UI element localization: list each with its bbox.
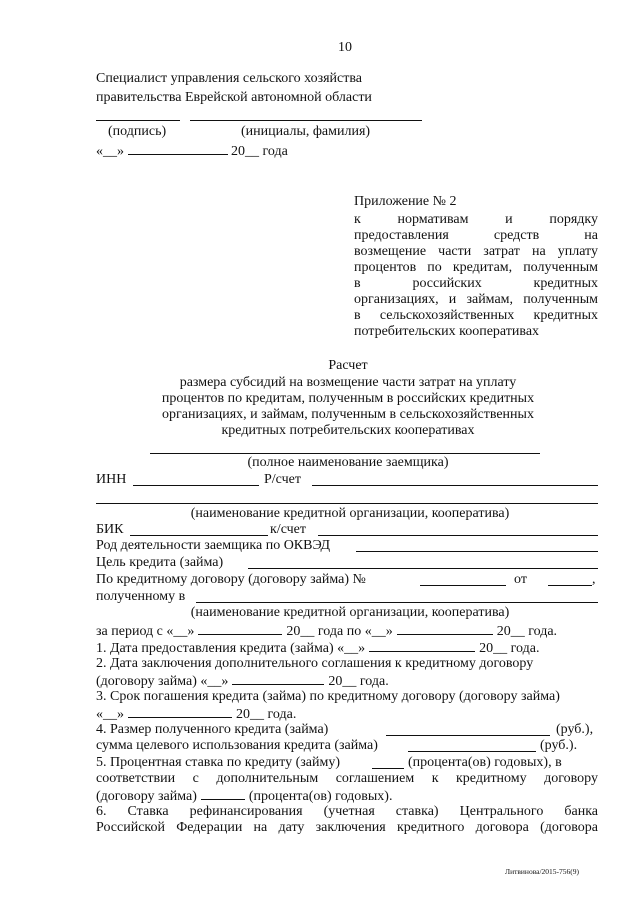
item-6-line1: 6. Ставка рефинансирования (учетная ставка) Центрального банка: [96, 804, 598, 819]
footer-reference: Литвинова/2015-756(9): [505, 867, 580, 876]
item-2-line2: [96, 672, 389, 690]
item-1-year: 20__ года.: [479, 641, 540, 656]
item-2-blank: [232, 672, 324, 685]
item-3-line2: [96, 705, 296, 723]
calc-subtitle-line: размера субсидий на возмещение части затрат на уплату: [179, 375, 517, 390]
appendix-line: в российских кредитных: [354, 276, 598, 291]
name-caption: (инициалы, фамилия): [241, 124, 371, 139]
bik-field: [130, 535, 268, 536]
item-4-label: 4. Размер полученного кредита (займа): [96, 722, 329, 737]
item-4b-label: сумма целевого использования кредита (займа): [96, 738, 378, 753]
item-5-line3: [96, 787, 392, 805]
item-2-year: 20__ года.: [328, 674, 389, 689]
inn-field: [133, 485, 259, 486]
account-field: [312, 485, 598, 486]
page-number: 10: [338, 40, 352, 55]
item-3-line1: 3. Срок погашения кредита (займа) по кредитному договору (договору займа): [96, 689, 560, 704]
calc-subtitle-line: кредитных потребительских кооперативах: [221, 423, 475, 438]
calc-subtitle-line: организациях, и займам, полученным в сельскохозяйственных: [162, 407, 534, 422]
date-year: 20__ года: [231, 144, 288, 159]
appendix-line: к нормативам и порядку: [354, 212, 598, 227]
appendix-line: процентов по кредитам, полученным: [354, 260, 598, 275]
date-open: «__»: [96, 144, 124, 159]
purpose-field: [248, 568, 598, 569]
received-label: полученному в: [96, 589, 186, 604]
contract-date-field: [548, 585, 592, 586]
item-5-rate-field: [372, 768, 404, 769]
item-5-line1-b: (процента(ов) годовых), в: [408, 755, 562, 770]
item-4-field: [386, 735, 550, 736]
org-caption-1: (наименование кредитной организации, кооператива): [190, 506, 510, 521]
appendix-title: Приложение № 2: [354, 194, 457, 209]
period-start-blank: [198, 622, 282, 635]
period-end-blank: [397, 622, 493, 635]
contract-number-field: [420, 585, 506, 586]
item-6-line2: Российской Федерации на дату заключения кредитного договора (договора: [96, 820, 598, 835]
appendix-line: предоставления средств на: [354, 228, 598, 243]
item-4b-field: [408, 751, 536, 752]
calc-title: Расчет: [328, 358, 368, 373]
item-3-label: «__»: [96, 707, 124, 722]
name-line: [190, 120, 422, 121]
specialist-title-line2: правительства Еврейской автономной области: [96, 90, 372, 105]
appendix-line: организациях, и займам, полученным: [354, 292, 598, 307]
item-1: [96, 639, 539, 657]
item-2-label: (договору займа) «__»: [96, 674, 229, 689]
contract-from: от: [514, 572, 527, 587]
period-mid: 20__ года по «__»: [286, 624, 393, 639]
item-3-year: 20__ года.: [236, 707, 297, 722]
period-prefix: за период с «__»: [96, 624, 195, 639]
item-4b-unit: (руб.).: [540, 738, 578, 753]
item-5-line1-a: 5. Процентная ставка по кредиту (займу): [96, 755, 340, 770]
signature-caption: (подпись): [108, 124, 167, 139]
account-label: Р/счет: [264, 472, 301, 487]
item-1-blank: [369, 639, 475, 652]
calc-subtitle-line: процентов по кредитам, полученным в российских кредитных: [161, 391, 535, 406]
item-5-line3-b: (процента(ов) годовых).: [248, 789, 393, 804]
period-line: [96, 622, 557, 640]
contract-label: По кредитному договору (договору займа) №: [96, 572, 366, 587]
activity-field: [356, 551, 598, 552]
period-end: 20__ года.: [496, 624, 558, 639]
contract-comma: ,: [592, 572, 596, 587]
borrower-caption: (полное наименование заемщика): [247, 455, 449, 470]
item-1-label: 1. Дата предоставления кредита (займа) «__»: [96, 641, 366, 656]
date-blank: [128, 142, 228, 155]
org-line-1: [96, 503, 598, 504]
signature-line: [96, 120, 180, 121]
ks-label: к/счет: [270, 522, 306, 537]
item-5-addl-rate-blank: [201, 787, 245, 800]
item-2-line1: 2. Дата заключения дополнительного соглашения к кредитному договору: [96, 656, 534, 671]
activity-label: Род деятельности заемщика по ОКВЭД: [96, 538, 331, 553]
inn-label: ИНН: [96, 472, 127, 487]
received-field: [196, 602, 598, 603]
appendix-line: возмещение части затрат на уплату: [354, 244, 598, 259]
item-4-unit: (руб.),: [556, 722, 594, 737]
bik-label: БИК: [96, 522, 124, 537]
appendix-line: потребительских кооперативах: [354, 324, 540, 339]
purpose-label: Цель кредита (займа): [96, 555, 224, 570]
item-5-line3-a: (договору займа): [96, 789, 197, 804]
org-caption-2: (наименование кредитной организации, кооператива): [190, 605, 510, 620]
borrower-line: [150, 453, 540, 454]
ks-field: [318, 535, 598, 536]
item-5-line2: соответствии с дополнительным соглашением к кредитному договору: [96, 771, 598, 786]
specialist-date: [96, 142, 288, 160]
appendix-line: в сельскохозяйственных кредитных: [354, 308, 598, 323]
item-3-blank: [128, 705, 232, 718]
specialist-title-line1: Специалист управления сельского хозяйства: [96, 71, 362, 86]
